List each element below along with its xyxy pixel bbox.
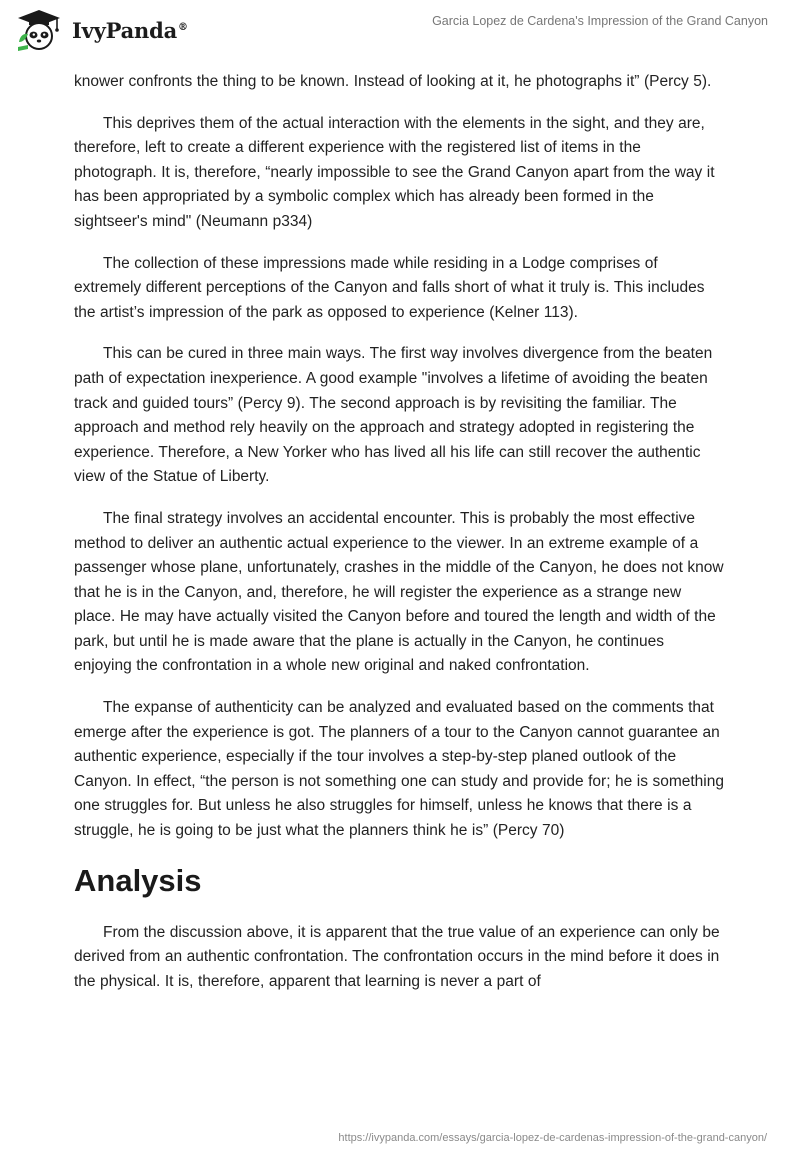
essay-body: [74, 70, 726, 1011]
paragraph: knower confronts the thing to be known. Instead of looking at it, he photographs it” (Percy 5).: [74, 73, 712, 90]
document-title: Garcia Lopez de Cardena's Impression of the Grand Canyon: [432, 14, 768, 28]
paragraph: The collection of these impressions made while residing in a Lodge comprises of extremely different perceptions of the Canyon and falls short of what it truly is. This includes the artist’s impression of the park as opposed to experience (Kelner 113).: [74, 254, 705, 321]
brand-name: IvyPanda®: [72, 17, 188, 43]
paragraph: The expanse of authenticity can be analyzed and evaluated based on the comments that emerge after the experience is got. The planners of a tour to the Canyon cannot guarantee an authentic experience, especially if the tour involves a step-by-step planed outlook of the Canyon. In effect, “the person is not something one can study and provide for; he is something one struggles for. But unless he also struggles for himself, unless he knows that there is a struggle, he is going to be just what the planners think he is” (Percy 70): [74, 699, 724, 840]
paragraph: This deprives them of the actual interaction with the elements in the sight, and they are, therefore, left to create a different experience with the registered list of items in the photograph. It is, therefore, “nearly impossible to see the Grand Canyon apart from the way it has been appropriated by a symbolic complex which has already been formed in the sightseer's mind" (Neumann p334): [74, 114, 715, 230]
paragraph: From the discussion above, it is apparent that the true value of an experience can only be derived from an authentic confrontation. The confrontation occurs in the mind before it does in the physical. It is, therefore, apparent that learning is never a part of: [74, 923, 720, 990]
source-url[interactable]: https://ivypanda.com/essays/garcia-lopez-de-cardenas-impression-of-the-grand-canyon/: [338, 1132, 767, 1144]
section-heading-analysis: Analysis: [74, 862, 202, 898]
ivypanda-logo[interactable]: [14, 8, 188, 52]
panda-graduate-icon: [14, 8, 64, 52]
page-header: [0, 0, 800, 70]
paragraph: This can be cured in three main ways. The first way involves divergence from the beaten path of expectation inexperience. A good example "involves a lifetime of avoiding the beaten track and guided tours” (Percy 9). The second approach is by revisiting the familiar. The approach and method rely heavily on the approach and strategy adopted in registering the experience. Therefore, a New Yorker who has lived all his life can still recover the authentic view of the Statue of Liberty.: [74, 345, 713, 486]
paragraph: The final strategy involves an accidental encounter. This is probably the most effective method to deliver an authentic actual experience to the viewer. In an extreme example of a passenger whose plane, unfortunately, crashes in the middle of the Canyon, he does not know that he is in the Canyon, and, therefore, he will register the experience as a strange new place. He may have actually visited the Canyon before and toured the length and width of the park, but until he is made aware that the plane is actually in the Canyon, he continues enjoying the confrontation in a whole new original and naked confrontation.: [74, 509, 724, 675]
